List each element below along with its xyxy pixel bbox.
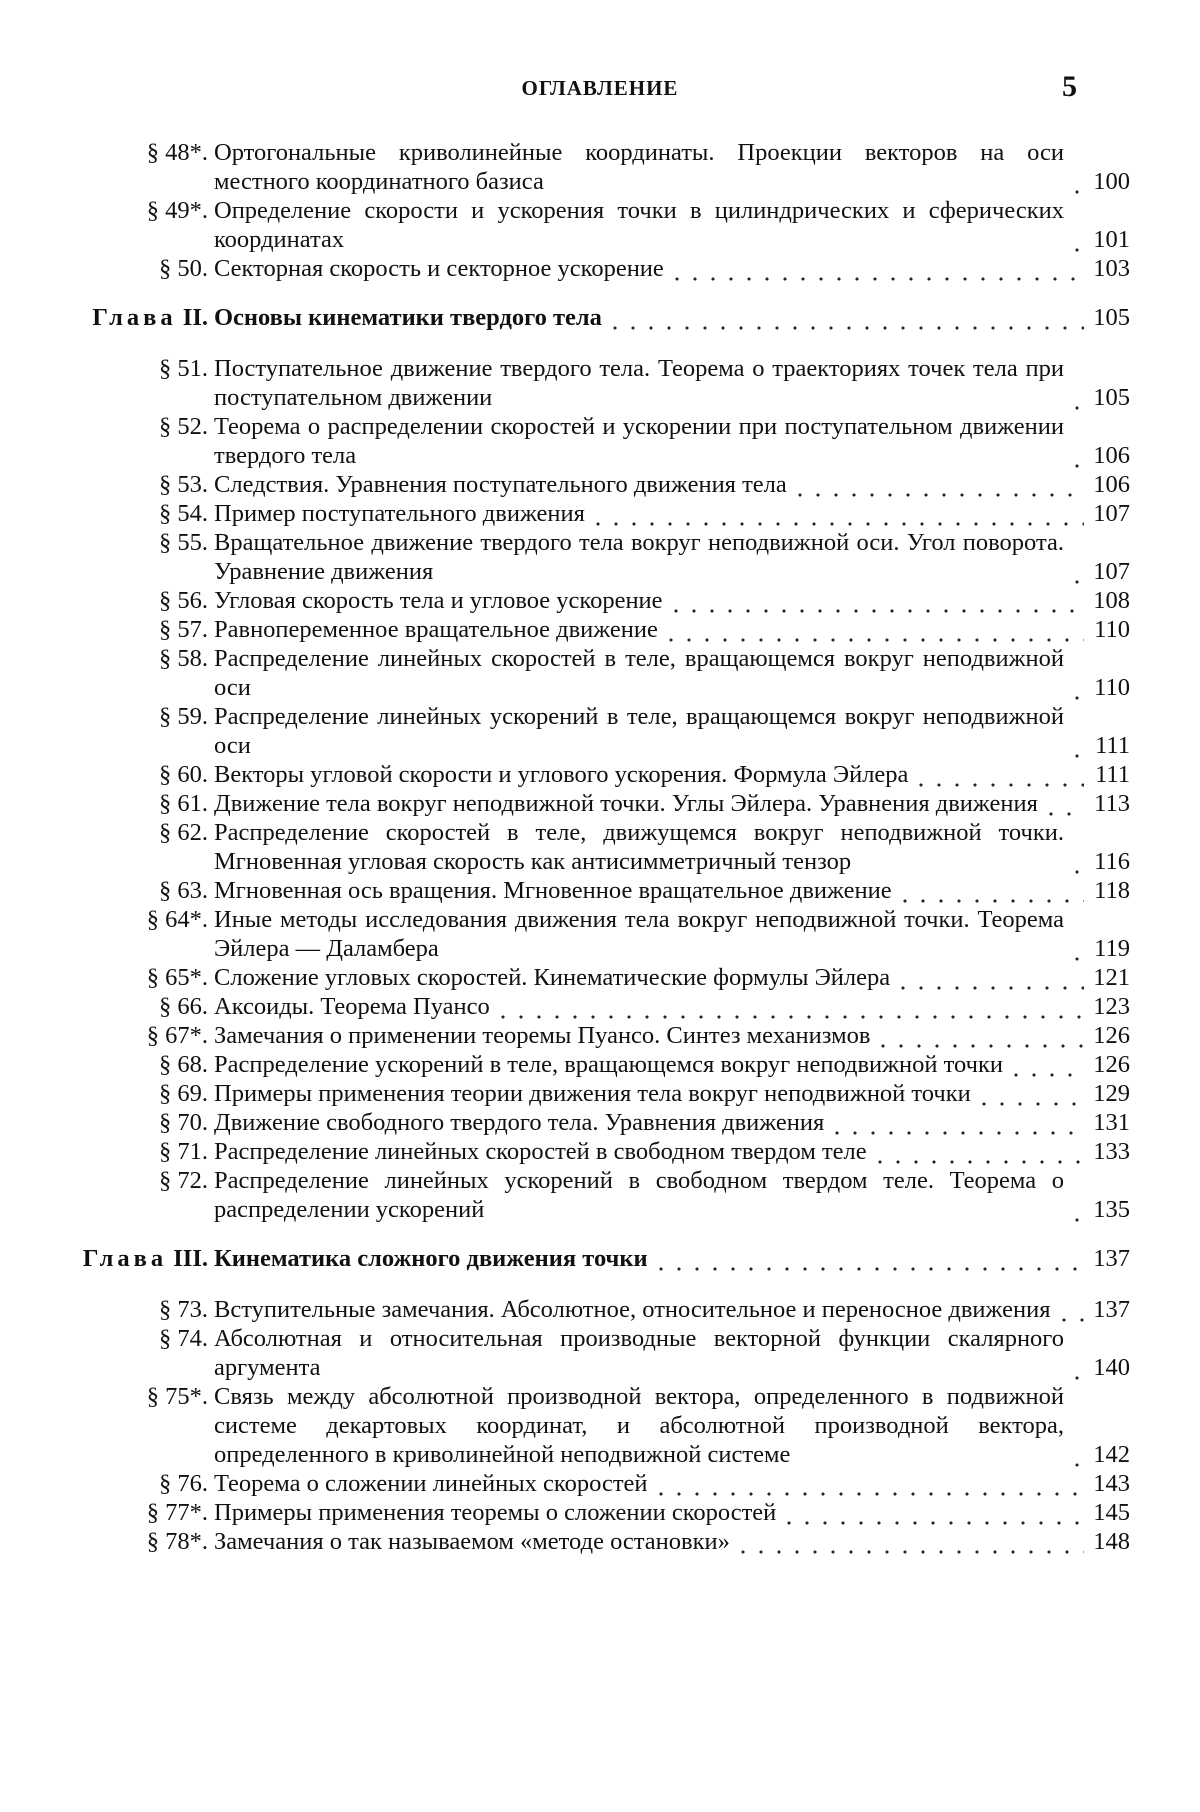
toc-entry[interactable] bbox=[70, 760, 1130, 789]
section-number: § 73. bbox=[159, 1296, 208, 1323]
section-page: 142 bbox=[1093, 1441, 1130, 1468]
section-number: § 71. bbox=[159, 1138, 208, 1165]
entry-body bbox=[214, 196, 1084, 254]
section-page: 101 bbox=[1093, 226, 1130, 253]
section-page: 106 bbox=[1093, 442, 1130, 469]
section-page: 143 bbox=[1093, 1470, 1130, 1497]
section-title: Примеры применения теоремы о сложении скоростей bbox=[214, 1499, 777, 1526]
section-number: § 77*. bbox=[146, 1499, 208, 1526]
dot-leader bbox=[1068, 557, 1084, 586]
toc-entry[interactable] bbox=[70, 412, 1130, 470]
section-number: § 54. bbox=[159, 500, 208, 527]
toc-entry[interactable] bbox=[70, 354, 1130, 412]
toc-entry[interactable] bbox=[70, 876, 1130, 905]
entry-body bbox=[214, 1079, 1084, 1108]
entry-body bbox=[214, 818, 1084, 876]
section-number: § 58. bbox=[159, 645, 208, 672]
section-number: § 59. bbox=[159, 703, 208, 730]
entry-body bbox=[214, 354, 1084, 412]
dot-leader bbox=[780, 1498, 1084, 1527]
section-title: Угловая скорость тела и угловое ускорение bbox=[214, 587, 663, 614]
entry-body bbox=[214, 1137, 1084, 1166]
section-title: Замечания о применении теоремы Пуансо. Синтез механизмов bbox=[214, 1022, 871, 1049]
entry-body bbox=[214, 644, 1084, 702]
section-number: § 49*. bbox=[146, 197, 208, 224]
toc-entry[interactable] bbox=[70, 1469, 1130, 1498]
section-number: § 62. bbox=[159, 819, 208, 846]
section-number: § 76. bbox=[159, 1470, 208, 1497]
dot-leader bbox=[1068, 1353, 1084, 1382]
chapter-title: Кинематика сложного движения точки bbox=[214, 1245, 648, 1272]
entry-body bbox=[214, 1108, 1084, 1137]
section-title: Теорема о распределении скоростей и ускорении при поступательном движении твердого тела bbox=[214, 413, 1064, 469]
entry-body bbox=[214, 1527, 1084, 1556]
section-page: 103 bbox=[1093, 255, 1130, 282]
dot-leader bbox=[1068, 673, 1084, 702]
dot-leader bbox=[1007, 1050, 1084, 1079]
entry-body bbox=[214, 702, 1084, 760]
toc-entry[interactable] bbox=[70, 818, 1130, 876]
section-number: § 51. bbox=[159, 355, 208, 382]
section-page: 119 bbox=[1094, 935, 1130, 962]
toc-entry[interactable] bbox=[70, 254, 1130, 283]
section-page: 118 bbox=[1094, 877, 1130, 904]
dot-leader bbox=[1068, 847, 1084, 876]
dot-leader bbox=[667, 586, 1084, 615]
section-page: 148 bbox=[1093, 1528, 1130, 1555]
toc-entry[interactable] bbox=[70, 586, 1130, 615]
section-number: § 74. bbox=[159, 1325, 208, 1352]
section-title: Следствия. Уравнения поступательного движения тела bbox=[214, 471, 787, 498]
dot-leader bbox=[1042, 789, 1084, 818]
entry-body bbox=[214, 615, 1084, 644]
section-title: Вступительные замечания. Абсолютное, относительное и переносное движения bbox=[214, 1296, 1051, 1323]
section-number: § 56. bbox=[159, 587, 208, 614]
entry-body bbox=[214, 303, 1084, 332]
toc-entry[interactable] bbox=[70, 1079, 1130, 1108]
toc-entry[interactable] bbox=[70, 905, 1130, 963]
section-page: 107 bbox=[1093, 558, 1130, 585]
section-page: 126 bbox=[1093, 1022, 1130, 1049]
dot-leader bbox=[1068, 441, 1084, 470]
chapter-number: III. bbox=[173, 1245, 208, 1272]
entry-body bbox=[214, 138, 1084, 196]
section-title: Равнопеременное вращательное движение bbox=[214, 616, 658, 643]
toc-entry[interactable] bbox=[70, 1021, 1130, 1050]
entry-body bbox=[214, 470, 1084, 499]
section-number: § 65*. bbox=[146, 964, 208, 991]
chapter-word: Глава bbox=[82, 1245, 168, 1272]
section-page: 121 bbox=[1093, 964, 1130, 991]
dot-leader bbox=[1068, 1195, 1084, 1224]
dot-leader bbox=[734, 1527, 1084, 1556]
dot-leader bbox=[1068, 383, 1084, 412]
section-page: 100 bbox=[1093, 168, 1130, 195]
toc-entry[interactable] bbox=[70, 615, 1130, 644]
section-number: § 72. bbox=[159, 1167, 208, 1194]
section-page: 137 bbox=[1093, 1296, 1130, 1323]
toc-entry[interactable] bbox=[70, 1295, 1130, 1324]
dot-leader bbox=[1068, 225, 1084, 254]
toc-entry[interactable] bbox=[70, 1498, 1130, 1527]
section-page: 145 bbox=[1093, 1499, 1130, 1526]
section-number: § 52. bbox=[159, 413, 208, 440]
entry-body bbox=[214, 528, 1084, 586]
section-number: § 70. bbox=[159, 1109, 208, 1136]
entry-body bbox=[214, 1324, 1084, 1382]
dot-leader bbox=[975, 1079, 1084, 1108]
section-page: 108 bbox=[1093, 587, 1130, 614]
section-page: 126 bbox=[1093, 1051, 1130, 1078]
section-number: § 63. bbox=[159, 877, 208, 904]
section-page: 123 bbox=[1093, 993, 1130, 1020]
chapter-title: Основы кинематики твердого тела bbox=[214, 304, 602, 331]
section-number: § 53. bbox=[159, 471, 208, 498]
entry-body bbox=[214, 412, 1084, 470]
dot-leader bbox=[1068, 934, 1084, 963]
section-title: Распределение скоростей в теле, движущемся вокруг неподвижной точки. Мгновенная угловая скорость как антисимметричный тензор bbox=[214, 819, 1064, 875]
section-title: Связь между абсолютной производной вектора, определенного в подвижной системе декартовых координат, и абсолютной производной вектора, определенного в криволинейной неподвижной системе bbox=[214, 1383, 1064, 1468]
chapter-page: 105 bbox=[1093, 304, 1130, 331]
entry-body bbox=[214, 1295, 1084, 1324]
section-title: Пример поступательного движения bbox=[214, 500, 585, 527]
dot-leader bbox=[1068, 167, 1084, 196]
dot-leader bbox=[494, 992, 1084, 1021]
section-number: § 75*. bbox=[146, 1383, 208, 1410]
section-page: 133 bbox=[1093, 1138, 1130, 1165]
entry-body bbox=[214, 1382, 1084, 1469]
entry-body bbox=[214, 905, 1084, 963]
section-title: Распределение ускорений в теле, вращающемся вокруг неподвижной точки bbox=[214, 1051, 1003, 1078]
section-page: 131 bbox=[1093, 1109, 1130, 1136]
toc-entry[interactable] bbox=[70, 702, 1130, 760]
section-page: 105 bbox=[1093, 384, 1130, 411]
toc-section-list bbox=[70, 138, 1130, 283]
section-number: § 57. bbox=[159, 616, 208, 643]
section-number: § 50. bbox=[159, 255, 208, 282]
section-number: § 55. bbox=[159, 529, 208, 556]
section-number: § 78*. bbox=[146, 1528, 208, 1555]
chapter-label bbox=[70, 1244, 214, 1273]
section-number: § 61. bbox=[159, 790, 208, 817]
section-title: Иные методы исследования движения тела вокруг неподвижной точки. Теорема Эйлера — Даламбера bbox=[214, 906, 1064, 962]
entry-body bbox=[214, 1244, 1084, 1273]
dot-leader bbox=[894, 963, 1084, 992]
section-title: Поступательное движение твердого тела. Теорема о траекториях точек тела при поступательном движении bbox=[214, 355, 1064, 411]
section-page: 110 bbox=[1094, 616, 1130, 643]
section-title: Распределение линейных скоростей в теле, вращающемся вокруг неподвижной оси bbox=[214, 645, 1064, 701]
toc-entry[interactable] bbox=[70, 1527, 1130, 1556]
section-page: 110 bbox=[1094, 674, 1130, 701]
section-number: § 60. bbox=[159, 761, 208, 788]
section-title: Абсолютная и относительная производные векторной функции скалярного аргумента bbox=[214, 1325, 1064, 1381]
toc-section-list bbox=[70, 354, 1130, 1224]
section-number: § 66. bbox=[159, 993, 208, 1020]
entry-body bbox=[214, 1469, 1084, 1498]
entry-body bbox=[214, 876, 1084, 905]
section-title: Замечания о так называемом «методе остановки» bbox=[214, 1528, 730, 1555]
section-title: Теорема о сложении линейных скоростей bbox=[214, 1470, 648, 1497]
page-header bbox=[0, 70, 1200, 116]
section-page: 140 bbox=[1093, 1354, 1130, 1381]
entry-body bbox=[214, 1498, 1084, 1527]
dot-leader bbox=[791, 470, 1084, 499]
section-page: 111 bbox=[1095, 732, 1130, 759]
section-number: § 67*. bbox=[146, 1022, 208, 1049]
entry-body bbox=[214, 586, 1084, 615]
toc-entry[interactable] bbox=[70, 992, 1130, 1021]
chapter-heading[interactable] bbox=[70, 303, 1130, 332]
toc-entry[interactable] bbox=[70, 1137, 1130, 1166]
dot-leader bbox=[896, 876, 1084, 905]
dot-leader bbox=[652, 1469, 1084, 1498]
page-number: 5 bbox=[1062, 70, 1077, 103]
section-page: 111 bbox=[1095, 761, 1130, 788]
toc-entry[interactable] bbox=[70, 1050, 1130, 1079]
table-of-contents bbox=[70, 138, 1130, 1556]
chapter-number: II. bbox=[182, 304, 208, 331]
section-title: Вращательное движение твердого тела вокруг неподвижной оси. Угол поворота. Уравнение движения bbox=[214, 529, 1064, 585]
section-page: 107 bbox=[1093, 500, 1130, 527]
dot-leader bbox=[912, 760, 1084, 789]
dot-leader bbox=[668, 254, 1084, 283]
entry-body bbox=[214, 254, 1084, 283]
toc-entry[interactable] bbox=[70, 499, 1130, 528]
section-title: Ортогональные криволинейные координаты. Проекции векторов на оси местного координатного базиса bbox=[214, 139, 1064, 195]
section-title: Определение скорости и ускорения точки в цилиндрических и сферических координатах bbox=[214, 197, 1064, 253]
section-page: 113 bbox=[1094, 790, 1130, 817]
chapter-word: Глава bbox=[92, 304, 177, 331]
section-title: Мгновенная ось вращения. Мгновенное вращательное движение bbox=[214, 877, 892, 904]
toc-entry[interactable] bbox=[70, 470, 1130, 499]
dot-leader bbox=[606, 303, 1084, 332]
entry-body bbox=[214, 963, 1084, 992]
dot-leader bbox=[662, 615, 1084, 644]
section-number: § 64*. bbox=[146, 906, 208, 933]
toc-entry[interactable] bbox=[70, 963, 1130, 992]
entry-body bbox=[214, 1050, 1084, 1079]
toc-entry[interactable] bbox=[70, 1382, 1130, 1469]
toc-entry[interactable] bbox=[70, 196, 1130, 254]
chapter-label bbox=[70, 303, 214, 332]
entry-body bbox=[214, 760, 1084, 789]
toc-entry[interactable] bbox=[70, 644, 1130, 702]
section-title: Движение свободного твердого тела. Уравнения движения bbox=[214, 1109, 825, 1136]
entry-body bbox=[214, 1021, 1084, 1050]
section-title: Движение тела вокруг неподвижной точки. Углы Эйлера. Уравнения движения bbox=[214, 790, 1038, 817]
section-title: Аксоиды. Теорема Пуансо bbox=[214, 993, 490, 1020]
entry-body bbox=[214, 992, 1084, 1021]
section-page: 116 bbox=[1094, 848, 1130, 875]
dot-leader bbox=[652, 1244, 1084, 1273]
section-number: § 68. bbox=[159, 1051, 208, 1078]
dot-leader bbox=[871, 1137, 1084, 1166]
entry-body bbox=[214, 1166, 1084, 1224]
section-page: 135 bbox=[1093, 1196, 1130, 1223]
section-title: Распределение линейных скоростей в свободном твердом теле bbox=[214, 1138, 867, 1165]
section-number: § 48*. bbox=[146, 139, 208, 166]
entry-body bbox=[214, 789, 1084, 818]
section-title: Секторная скорость и секторное ускорение bbox=[214, 255, 664, 282]
dot-leader bbox=[1068, 731, 1084, 760]
toc-entry[interactable] bbox=[70, 528, 1130, 586]
entry-body bbox=[214, 499, 1084, 528]
section-title: Распределение линейных ускорений в теле, вращающемся вокруг неподвижной оси bbox=[214, 703, 1064, 759]
section-page: 106 bbox=[1093, 471, 1130, 498]
dot-leader bbox=[1068, 1440, 1084, 1469]
section-title: Примеры применения теории движения тела вокруг неподвижной точки bbox=[214, 1080, 971, 1107]
section-number: § 69. bbox=[159, 1080, 208, 1107]
toc-entry[interactable] bbox=[70, 1108, 1130, 1137]
dot-leader bbox=[874, 1021, 1084, 1050]
dot-leader bbox=[1055, 1295, 1085, 1324]
toc-entry[interactable] bbox=[70, 1324, 1130, 1382]
section-title: Векторы угловой скорости и углового ускорения. Формула Эйлера bbox=[214, 761, 909, 788]
section-page: 129 bbox=[1093, 1080, 1130, 1107]
toc-entry[interactable] bbox=[70, 138, 1130, 196]
chapter-page: 137 bbox=[1093, 1245, 1130, 1272]
section-title: Распределение линейных ускорений в свободном твердом теле. Теорема о распределении ускорений bbox=[214, 1167, 1064, 1223]
dot-leader bbox=[828, 1108, 1084, 1137]
dot-leader bbox=[589, 499, 1084, 528]
section-title: Сложение угловых скоростей. Кинематические формулы Эйлера bbox=[214, 964, 891, 991]
toc-entry[interactable] bbox=[70, 789, 1130, 818]
running-title: ОГЛАВЛЕНИЕ bbox=[521, 76, 679, 100]
chapter-heading[interactable] bbox=[70, 1244, 1130, 1273]
toc-section-list bbox=[70, 1295, 1130, 1556]
toc-entry[interactable] bbox=[70, 1166, 1130, 1224]
